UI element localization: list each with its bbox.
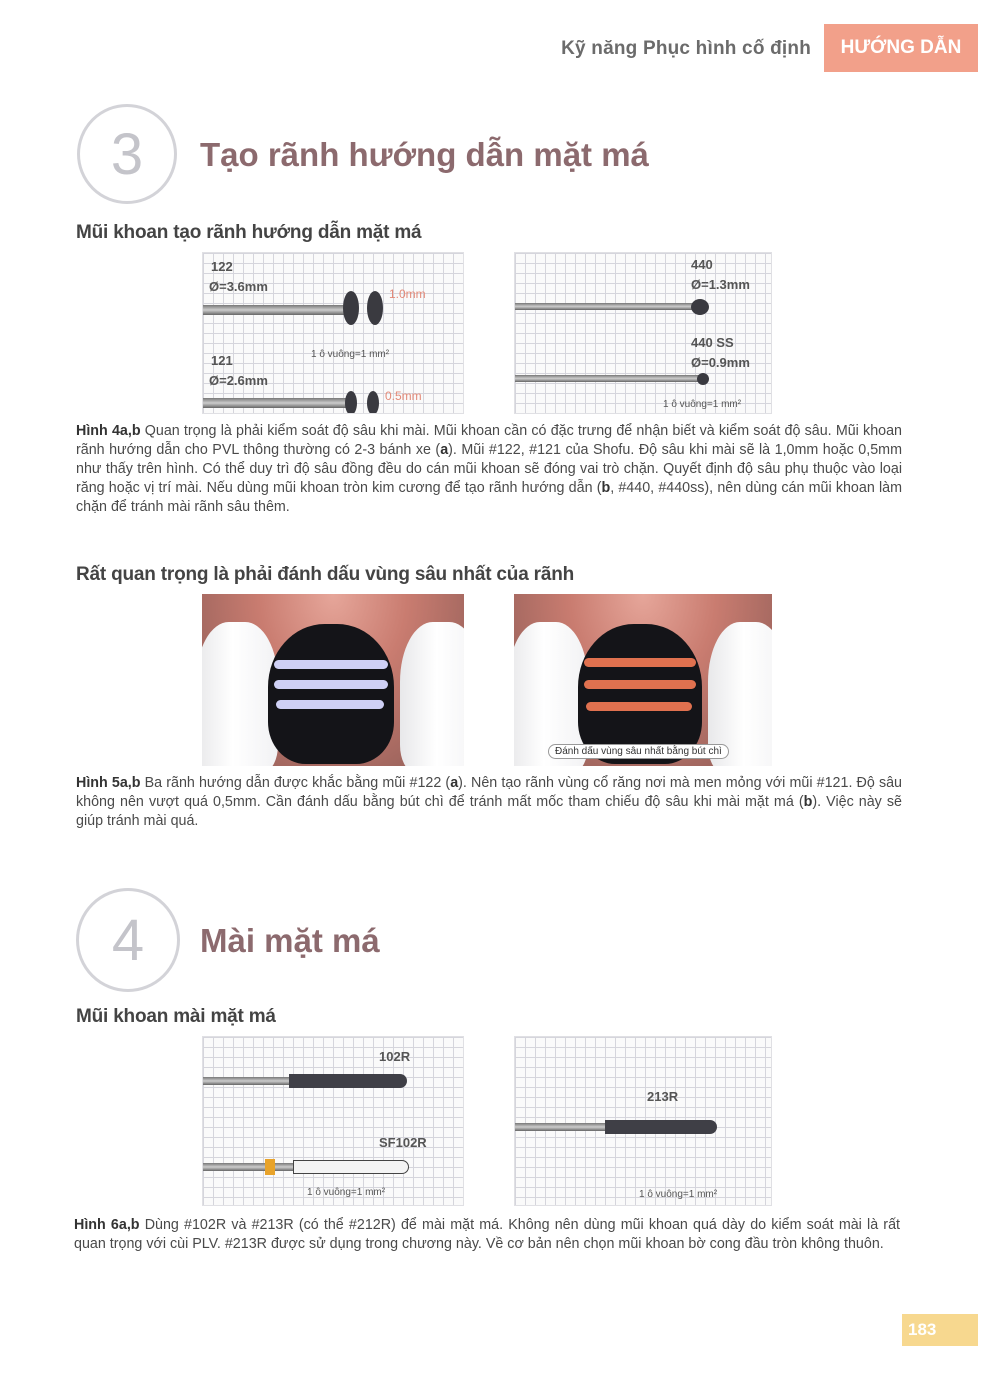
marked-groove bbox=[584, 680, 696, 689]
section-3-subtitle-marking: Rất quan trọng là phải đánh dấu vùng sâu nhất của rãnh bbox=[76, 564, 575, 585]
page-number: 183 bbox=[902, 1314, 978, 1346]
bur-440-shank bbox=[515, 303, 695, 310]
grid-note: 1 ô vuông=1 mm² bbox=[663, 399, 742, 410]
bur-122-diameter: Ø=3.6mm bbox=[209, 279, 268, 294]
figure-4a bbox=[202, 252, 464, 414]
bur-121-wheel bbox=[345, 391, 357, 414]
bur-121-diameter: Ø=2.6mm bbox=[209, 373, 268, 388]
section-3-number: 3 bbox=[77, 104, 177, 204]
bur-102r-head bbox=[289, 1074, 407, 1088]
caption-text: Quan trọng là phải kiểm soát độ sâu khi mài. Mũi khoan cần có đặc trưng để nhận biết và kiểm soát độ sâu. Mũi khoan rãnh hướng dẫn cho PVL thông thường có 2-3 bánh xe ( bbox=[76, 423, 902, 458]
grid-note: 1 ô vuông=1 mm² bbox=[307, 1187, 386, 1198]
chapter-tag: HƯỚNG DẪN bbox=[824, 24, 978, 72]
bur-440ss-shank bbox=[515, 375, 701, 382]
figure-6b bbox=[514, 1036, 772, 1206]
caption-text: ). Mũi #122, #121 của Shofu. Độ sâu khi mài sẽ là 1,0mm hoặc 0,5mm như thấy trên hình. Có thể duy trì độ sâu đồng đều do cán mũi khoan sẽ đóng vai trò chặn. Quyết định độ sâu phụ thuộc vào loại răng hoặc vị trí mài. Nếu dùng mũi khoan tròn kim cương để tạo rãnh hướng dẫn ( bbox=[76, 442, 902, 496]
bur-213r-head bbox=[605, 1120, 717, 1134]
bur-121-depth: 0.5mm bbox=[385, 389, 422, 403]
figure-6a bbox=[202, 1036, 464, 1206]
adjacent-tooth bbox=[400, 622, 464, 766]
section-3-title: Tạo rãnh hướng dẫn mặt má bbox=[200, 136, 649, 173]
bur-121-shank bbox=[203, 398, 355, 408]
guide-groove bbox=[274, 680, 388, 689]
bur-440-code: 440 bbox=[691, 257, 713, 272]
figure-5b-photo bbox=[514, 594, 772, 766]
section-4-title: Mài mặt má bbox=[200, 922, 380, 959]
bur-440-head bbox=[691, 299, 709, 315]
figure-5a-photo bbox=[202, 594, 464, 766]
section-4-number: 4 bbox=[76, 888, 180, 992]
prepared-tooth bbox=[578, 624, 702, 764]
caption-ref: b bbox=[803, 794, 813, 810]
marked-groove bbox=[586, 702, 692, 711]
figure-4-label: Hình 4a,b bbox=[76, 423, 141, 439]
bur-122-wheel bbox=[367, 291, 383, 325]
caption-text: , #440, #440ss), nên dùng cán mũi khoan làm chặn để tránh mài rãnh sâu thêm. bbox=[76, 480, 902, 515]
bur-440-diameter: Ø=1.3mm bbox=[691, 277, 750, 292]
bur-440ss-head bbox=[697, 373, 709, 385]
bur-440ss-diameter: Ø=0.9mm bbox=[691, 355, 750, 370]
bur-440ss-code: 440 SS bbox=[691, 335, 734, 350]
figure-4b bbox=[514, 252, 772, 414]
caption-ref: b bbox=[601, 480, 611, 496]
caption-ref: a bbox=[440, 442, 449, 458]
bur-122-code: 122 bbox=[211, 259, 233, 274]
section-4-subtitle: Mũi khoan mài mặt má bbox=[76, 1006, 276, 1027]
section-3-subtitle-burs: Mũi khoan tạo rãnh hướng dẫn mặt má bbox=[76, 222, 422, 243]
bur-sf102r-ring bbox=[265, 1159, 275, 1175]
caption-ref: a bbox=[450, 775, 459, 791]
bur-122-wheel bbox=[343, 291, 359, 325]
figure-5-caption bbox=[76, 774, 902, 831]
bur-122-depth: 1.0mm bbox=[389, 287, 426, 301]
figure-6-caption bbox=[74, 1216, 900, 1254]
prepared-tooth bbox=[268, 624, 394, 764]
grid-note: 1 ô vuông=1 mm² bbox=[311, 349, 390, 360]
bur-121-code: 121 bbox=[211, 353, 233, 368]
bur-102r-shank bbox=[203, 1077, 293, 1085]
grid-note: 1 ô vuông=1 mm² bbox=[639, 1189, 718, 1200]
bur-sf102r-head bbox=[293, 1160, 409, 1174]
bur-213r-code: 213R bbox=[647, 1089, 679, 1104]
bur-122-shank bbox=[203, 305, 355, 315]
bur-121-wheel bbox=[367, 391, 379, 414]
bur-102r-code: 102R bbox=[379, 1049, 411, 1064]
caption-text: Dùng #102R và #213R (có thể #212R) để mài mặt má. Không nên dùng mũi khoan quá dày do kiểm soát mài là rất quan trọng với cùi PLV. #213R được sử dụng trong chương này. Về cơ bản nên chọn mũi khoan bờ cong đầu tròn không thuôn. bbox=[74, 1217, 900, 1252]
adjacent-tooth bbox=[202, 622, 278, 766]
chapter-title: Kỹ năng Phục hình cố định bbox=[561, 38, 811, 59]
pencil-mark-label: Đánh dấu vùng sâu nhất bằng bút chì bbox=[548, 744, 729, 759]
figure-4-caption bbox=[76, 422, 902, 517]
bur-sf102r-code: SF102R bbox=[379, 1135, 427, 1150]
caption-text: ). Nên tạo rãnh vùng cổ răng nơi mà men mỏng với mũi #121. Độ sâu không nên vượt quá 0,5mm. Cần đánh dấu bằng bút chì để tránh mất mốc tham chiếu độ sâu khi mài mặt má ( bbox=[76, 775, 902, 810]
marked-groove bbox=[584, 658, 696, 667]
figure-5-label: Hình 5a,b bbox=[76, 775, 141, 791]
bur-sf102r-shank bbox=[203, 1163, 293, 1171]
figure-6-label: Hình 6a,b bbox=[74, 1217, 140, 1233]
bur-213r-shank bbox=[515, 1123, 609, 1131]
guide-groove bbox=[276, 700, 384, 709]
guide-groove bbox=[274, 660, 388, 669]
caption-text: Ba rãnh hướng dẫn được khắc bằng mũi #122 ( bbox=[140, 775, 451, 791]
caption-text: ). Việc này sẽ giúp tránh mài quá. bbox=[76, 794, 903, 829]
